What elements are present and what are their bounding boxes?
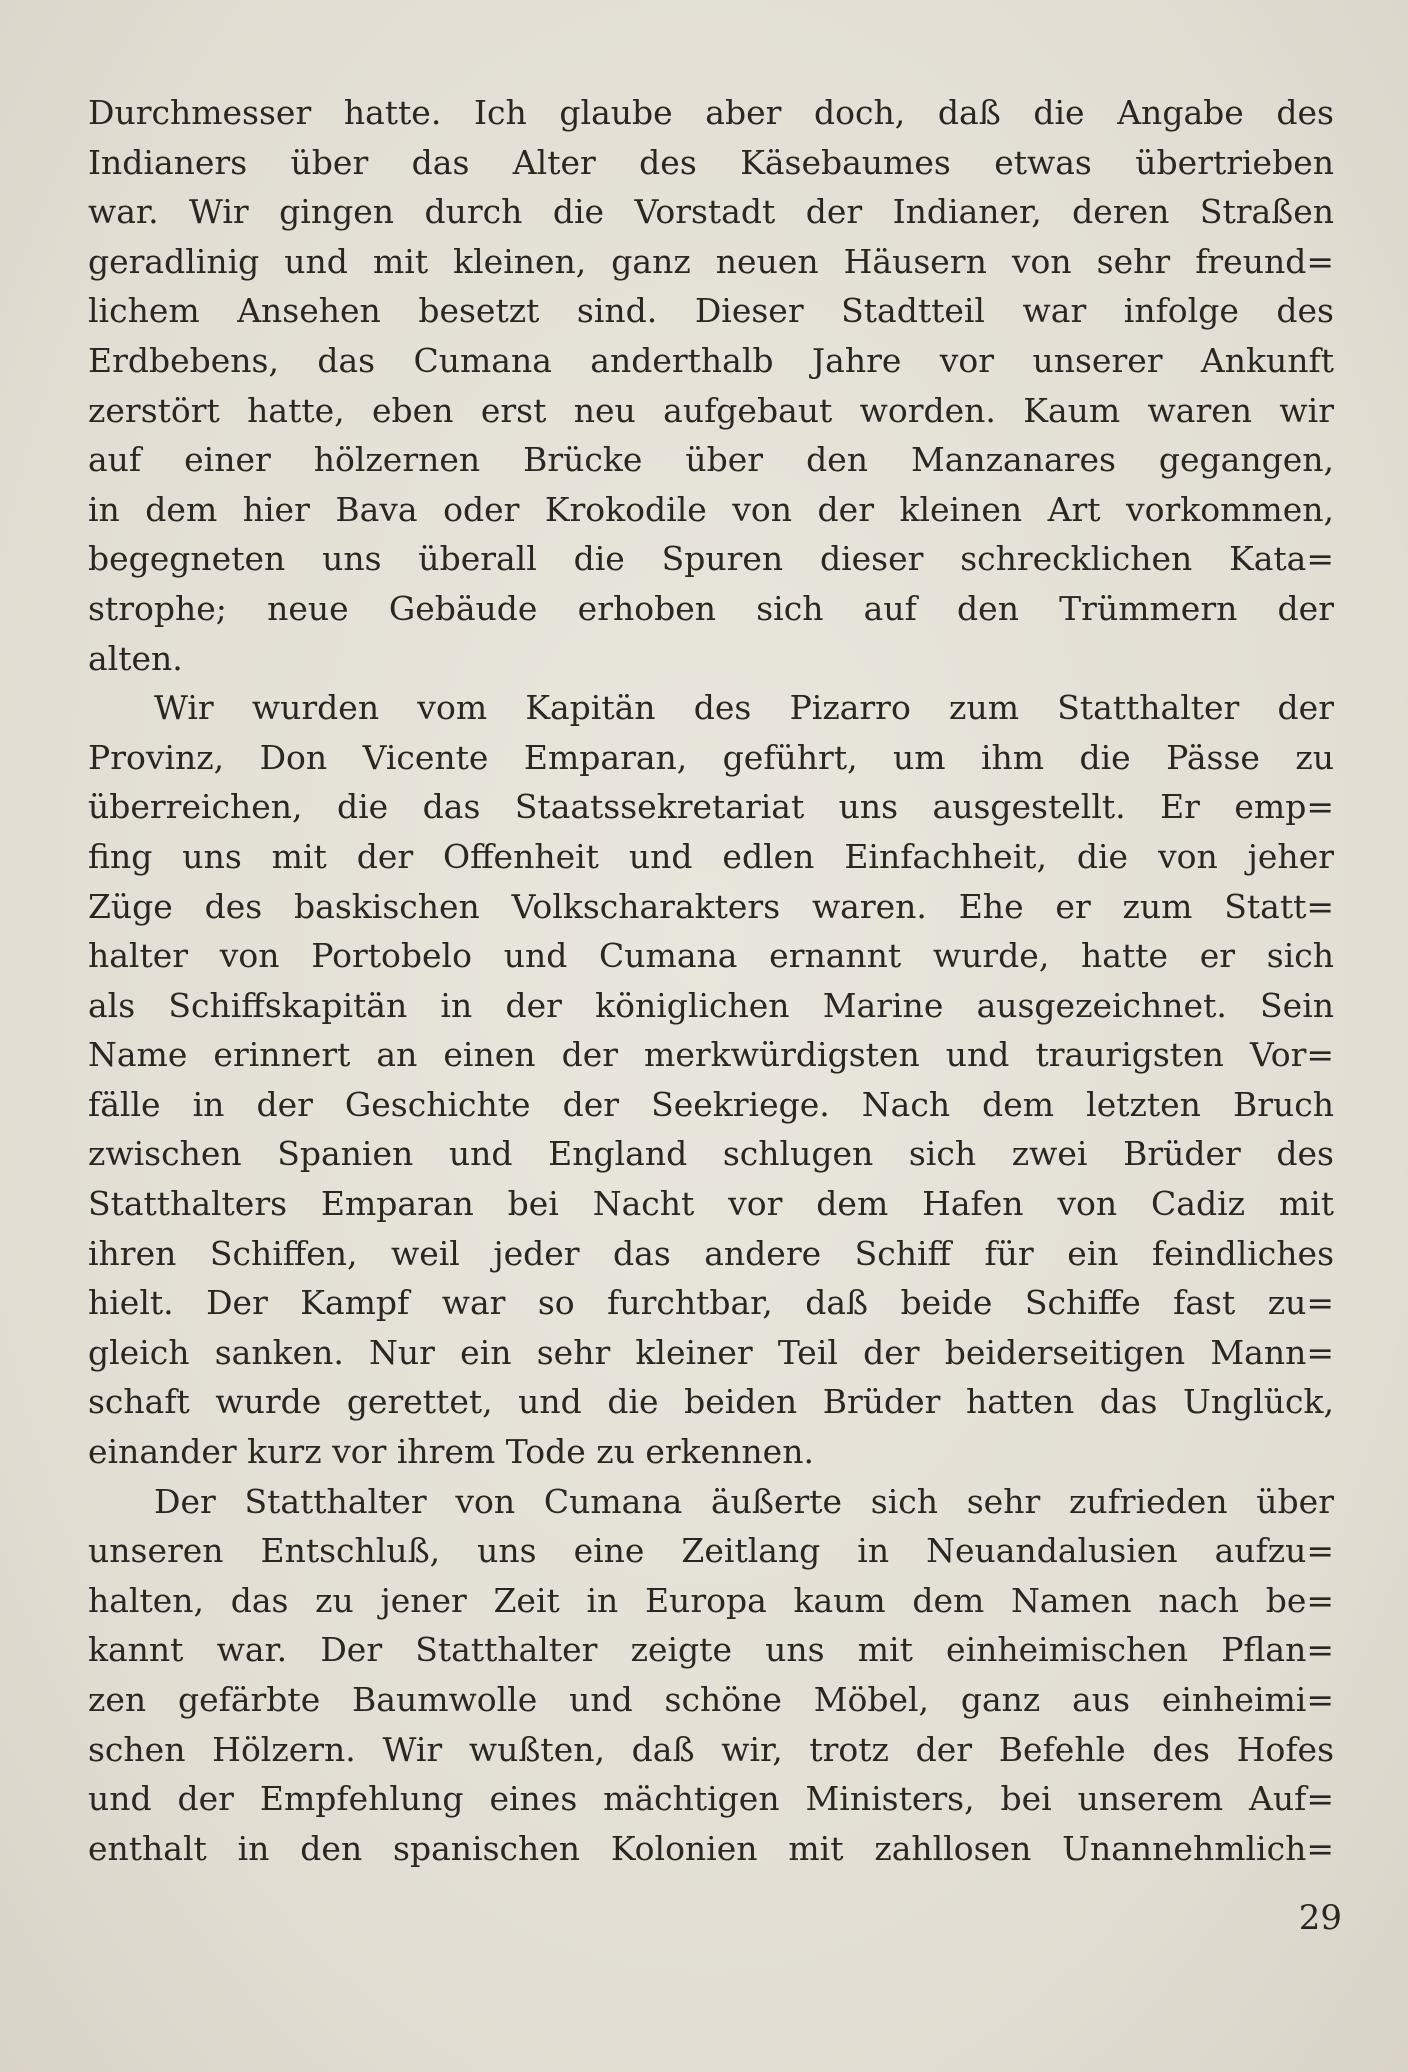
text-line: zwischen Spanien und England schlugen sich zwei Brüder des — [88, 1134, 1334, 1174]
text-line: strophe; neue Gebäude erhoben sich auf den Trümmern der — [88, 588, 1334, 628]
text-line: geradlinig und mit kleinen, ganz neuen Häusern von sehr freund= — [88, 241, 1334, 281]
text-line: halten, das zu jener Zeit in Europa kaum dem Namen nach be= — [88, 1580, 1334, 1620]
text-line: schaft wurde gerettet, und die beiden Brüder hatten das Unglück, — [88, 1382, 1334, 1422]
text-line: auf einer hölzernen Brücke über den Manzanares gegangen, — [88, 440, 1334, 480]
text-line: in dem hier Bava oder Krokodile von der kleinen Art vorkommen, — [88, 489, 1334, 529]
body-text — [88, 88, 1334, 1873]
text-line: Statthalters Emparan bei Nacht vor dem Hafen von Cadiz mit — [88, 1184, 1334, 1224]
text-line: Erdbebens, das Cumana anderthalb Jahre vor unserer Ankunft — [88, 340, 1334, 380]
text-line: lichem Ansehen besetzt sind. Dieser Stadtteil war infolge des — [88, 291, 1334, 331]
text-line: gleich sanken. Nur ein sehr kleiner Teil der beiderseitigen Mann= — [88, 1332, 1334, 1372]
text-line: fing uns mit der Offenheit und edlen Einfachheit, die von jeher — [88, 836, 1334, 876]
text-line: kannt war. Der Statthalter zeigte uns mit einheimischen Pflan= — [88, 1630, 1334, 1670]
text-line: hielt. Der Kampf war so furchtbar, daß beide Schiffe fast zu= — [88, 1283, 1334, 1323]
text-line: Indianers über das Alter des Käsebaumes etwas übertrieben — [88, 142, 1334, 182]
paragraph — [88, 1477, 1334, 1874]
page-number: 29 — [1298, 1898, 1342, 1938]
paragraph — [88, 683, 1334, 1477]
text-line: fälle in der Geschichte der Seekriege. Nach dem letzten Bruch — [88, 1084, 1334, 1124]
text-line: halter von Portobelo und Cumana ernannt wurde, hatte er sich — [88, 936, 1334, 976]
text-line: und der Empfehlung eines mächtigen Ministers, bei unserem Auf= — [88, 1779, 1334, 1819]
text-line: einander kurz vor ihrem Tode zu erkennen. — [88, 1432, 814, 1472]
text-line: begegneten uns überall die Spuren dieser schrecklichen Kata= — [88, 539, 1334, 579]
text-line: enthalt in den spanischen Kolonien mit zahllosen Unannehmlich= — [88, 1828, 1334, 1868]
text-line: zen gefärbte Baumwolle und schöne Möbel, ganz aus einheimi= — [88, 1680, 1334, 1719]
text-line: Der Statthalter von Cumana äußerte sich sehr zufrieden über — [154, 1481, 1334, 1521]
text-line: schen Hölzern. Wir wußten, daß wir, trotz der Befehle des Hofes — [88, 1729, 1334, 1769]
text-line: als Schiffskapitän in der königlichen Marine ausgezeichnet. Sein — [88, 985, 1334, 1025]
text-line: alten. — [88, 638, 183, 678]
text-line: Name erinnert an einen der merkwürdigsten und traurigsten Vor= — [88, 1035, 1334, 1075]
text-line: Durchmesser hatte. Ich glaube aber doch, daß die Angabe des — [88, 93, 1334, 132]
text-line: war. Wir gingen durch die Vorstadt der Indianer, deren Straßen — [88, 192, 1334, 232]
text-line: Wir wurden vom Kapitän des Pizarro zum Statthalter der — [154, 688, 1334, 728]
text-line: überreichen, die das Staatssekretariat uns ausgestellt. Er emp= — [88, 787, 1334, 827]
paragraph — [88, 88, 1334, 683]
text-line: zerstört hatte, eben erst neu aufgebaut worden. Kaum waren wir — [88, 390, 1334, 430]
text-line: ihren Schiffen, weil jeder das andere Schiff für ein feindliches — [88, 1233, 1334, 1273]
text-line: Provinz, Don Vicente Emparan, geführt, um ihm die Pässe zu — [88, 737, 1334, 777]
text-line: unseren Entschluß, uns eine Zeitlang in Neuandalusien aufzu= — [88, 1531, 1334, 1571]
text-line: Züge des baskischen Volkscharakters waren. Ehe er zum Statt= — [88, 886, 1334, 926]
